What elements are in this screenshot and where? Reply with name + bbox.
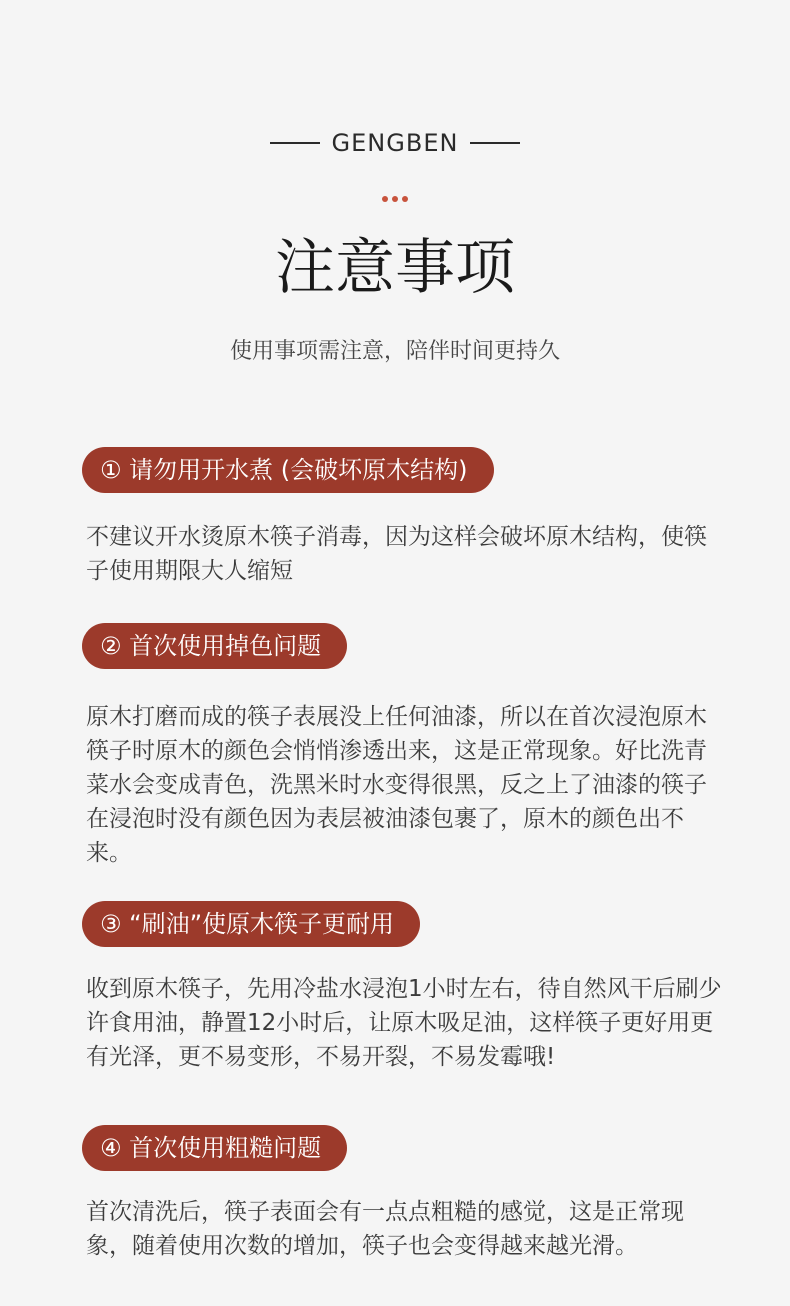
- section-body-1: 不建议开水烫原木筷子消毒，因为这样会破坏原木结构，使筷子使用期限大人缩短: [86, 524, 707, 584]
- section-heading-4: ④ 首次使用粗糙问题: [82, 1125, 347, 1171]
- brand-left-line: [270, 142, 320, 144]
- section-heading-1: ① 请勿用开水煮 (会破坏原木结构): [82, 447, 494, 493]
- dot: [392, 196, 398, 202]
- section-body-4: 首次清洗后，筷子表面会有一点点粗糙的感觉，这是正常现象，随着使用次数的增加，筷子也会变得越来越光滑。: [86, 1199, 684, 1259]
- section-body-2: 原木打磨而成的筷子表展没上任何油漆，所以在首次浸泡原木筷子时原木的颜色会悄悄渗透出来，这是正常现象。好比洗青菜水会变成青色，洗黑米时水变得很黑，反之上了油漆的筷子在浸泡时没有颜色因为表层被油漆包裹了，原木的颜色出不来。: [86, 704, 707, 866]
- page-subtitle: 使用事项需注意，陪伴时间更持久: [229, 339, 560, 364]
- section-heading-3: ③ “刷油”使原木筷子更耐用: [82, 901, 420, 947]
- dot: [382, 196, 388, 202]
- brand-header: [0, 126, 790, 160]
- dot: [402, 196, 408, 202]
- decorative-dots: [0, 196, 790, 202]
- brand-right-line: [470, 142, 520, 144]
- section-heading-2: ② 首次使用掉色问题: [82, 623, 347, 669]
- page-title: 注意事项: [275, 233, 515, 303]
- section-body-3: 收到原木筷子，先用冷盐水浸泡1小时左右，待自然风干后刷少许食用油，静置12小时后，让原木吸足油，这样筷子更好用更有光泽，更不易变形，不易开裂，不易发霉哦!: [86, 976, 722, 1070]
- brand-name: GENGBEN: [331, 129, 459, 157]
